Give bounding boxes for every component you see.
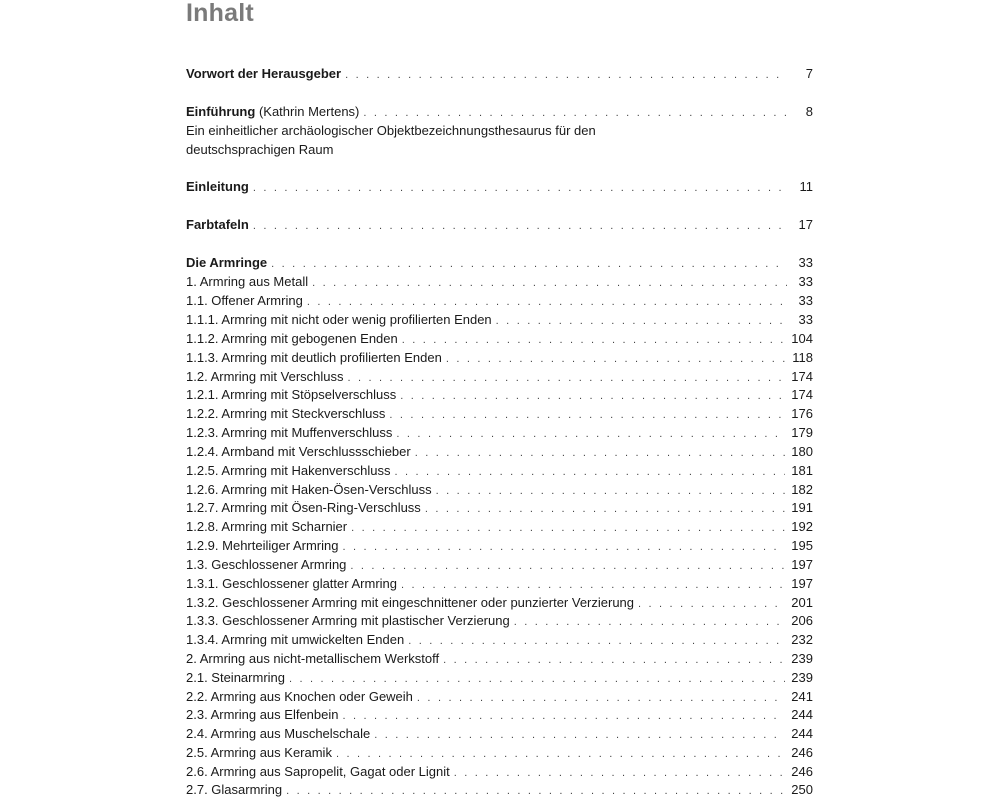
toc-page-number: 180 [791,444,813,459]
toc-page-number: 33 [798,255,813,270]
toc-page-number: 197 [791,557,813,572]
toc-page-number: 182 [791,482,813,497]
toc-page-number: 181 [791,463,813,478]
toc-page-number: 118 [792,350,813,365]
toc-entry-label: 1.2.3. Armring mit Muffenverschluss [186,425,393,440]
toc-entry-subtitle: Ein einheitlicher archäologischer Objektbezeichnungsthesaurus für den [186,123,596,138]
toc-page-number: 104 [791,331,813,346]
toc-entry-label: Einführung [186,104,256,119]
toc-entry[interactable] [186,668,813,687]
toc-page-number: 244 [791,707,813,722]
dot-leader [253,179,787,198]
page-title: Inhalt [186,0,254,27]
toc-entry-einfuehrung[interactable] [186,102,813,121]
toc-entry-subtitle: deutschsprachigen Raum [186,142,334,157]
toc-entry-label: 1.3. Geschlossener Armring [186,557,347,572]
toc-entry-label: 1. Armring aus Metall [186,274,309,289]
toc-page-number: 176 [791,406,813,421]
toc-entry-farbtafeln[interactable] [186,215,813,234]
toc-entry[interactable] [186,423,813,442]
dot-leader [253,217,787,236]
toc-entry[interactable] [186,367,813,386]
toc-entry-label: 1.2.9. Mehrteiliger Armring [186,538,339,553]
toc-page-number: 246 [791,764,813,779]
toc-entry-label: 1.3.2. Geschlossener Armring mit eingeschnittener oder punzierter Verzierung [186,595,635,610]
toc-entry[interactable] [186,724,813,743]
toc-page-number: 33 [798,312,813,327]
toc-entry[interactable] [186,498,813,517]
toc-entry-label: 1.3.4. Armring mit umwickelten Enden [186,632,405,647]
toc-entry-label: 1.1. Offener Armring [186,293,303,308]
toc-page-number: 11 [799,179,813,194]
toc-entry-label: 2.2. Armring aus Knochen oder Geweih [186,689,413,704]
toc-entry[interactable] [186,536,813,555]
toc-page-number: 244 [791,726,813,741]
toc-entry[interactable] [186,404,813,423]
toc-page-number: 33 [798,293,813,308]
toc-page-number: 7 [805,66,813,81]
toc-page-number: 174 [791,369,813,384]
toc-entry-author: (Kathrin Mertens) [258,104,360,119]
toc-page-number: 201 [791,595,813,610]
toc-page-number: 192 [791,519,813,534]
toc-page-number: 246 [791,745,813,760]
toc-entry[interactable] [186,480,813,499]
toc-page-number: 206 [791,613,813,628]
toc-entry[interactable] [186,385,813,404]
toc-entry-armringe[interactable] [186,253,813,272]
dot-leader [286,782,785,801]
toc-page-number: 239 [791,670,813,685]
toc-entry-label: 1.2.8. Armring mit Scharnier [186,519,348,534]
toc-entry[interactable] [186,442,813,461]
toc-page-number: 195 [791,538,813,553]
toc-entry-label: 2.7. Glasarmring [186,782,283,797]
toc-page-number: 250 [791,782,813,797]
toc-entry-label: 1.2.6. Armring mit Haken-Ösen-Verschluss [186,482,432,497]
toc-entry-label: 1.2.7. Armring mit Ösen-Ring-Verschluss [186,500,421,515]
toc-entry-label: 1.1.3. Armring mit deutlich profilierten Enden [186,350,442,365]
toc-entry[interactable] [186,291,813,310]
toc-entry[interactable] [186,555,813,574]
toc-entry[interactable] [186,272,813,291]
toc-page-number: 241 [791,689,813,704]
toc-entry-vorwort[interactable] [186,64,813,83]
toc-entry-label: Einleitung [186,179,249,194]
toc-entry-label: 1.3.3. Geschlossener Armring mit plastischer Verzierung [186,613,510,628]
toc-page-number: 174 [791,387,813,402]
toc-entry[interactable] [186,780,813,799]
toc-entry-label: 2.3. Armring aus Elfenbein [186,707,339,722]
toc-entry-label: Die Armringe [186,255,268,270]
toc-entry[interactable] [186,348,813,367]
toc-entry-label: 2.4. Armring aus Muschelschale [186,726,371,741]
toc-page-number: 232 [791,632,813,647]
toc-page-number: 239 [791,651,813,666]
toc-entry[interactable] [186,762,813,781]
toc-entry-label: 1.2.4. Armband mit Verschlussschieber [186,444,411,459]
toc-page-number: 197 [791,576,813,591]
toc-entry-label: 2. Armring aus nicht-metallischem Werkstoff [186,651,440,666]
dot-leader [345,66,787,85]
toc-entry[interactable] [186,593,813,612]
toc-entry-label: Farbtafeln [186,217,249,232]
toc-entry[interactable] [186,743,813,762]
toc-page-number: 8 [805,104,813,119]
toc-entry[interactable] [186,574,813,593]
toc-entry[interactable] [186,649,813,668]
toc-entry[interactable] [186,461,813,480]
toc-page-number: 191 [791,500,813,515]
toc-entry[interactable] [186,329,813,348]
toc-entry-einleitung[interactable] [186,177,813,196]
toc-entry-label: 1.3.1. Geschlossener glatter Armring [186,576,397,591]
toc-entry-label: 1.2.5. Armring mit Hakenverschluss [186,463,391,478]
toc-page-number: 179 [791,425,813,440]
toc-entry[interactable] [186,611,813,630]
toc-entry[interactable] [186,517,813,536]
toc-entry[interactable] [186,630,813,649]
toc-page-number: 17 [798,217,813,232]
toc-entry-label: 1.2.2. Armring mit Steckverschluss [186,406,386,421]
toc-entry-label: 2.5. Armring aus Keramik [186,745,332,760]
toc-entry-label: 1.2. Armring mit Verschluss [186,369,344,384]
toc-entry-label: 2.1. Steinarmring [186,670,285,685]
toc-entry-label: 1.2.1. Armring mit Stöpselverschluss [186,387,397,402]
toc-entry-label: 1.1.2. Armring mit gebogenen Enden [186,331,398,346]
toc-entry-label: 1.1.1. Armring mit nicht oder wenig profilierten Enden [186,312,492,327]
toc-entry[interactable] [186,310,813,329]
toc-entry[interactable] [186,687,813,706]
toc-entry[interactable] [186,705,813,724]
toc-page-number: 33 [798,274,813,289]
toc-entry-label: Vorwort der Herausgeber [186,66,342,81]
toc-entry-label: 2.6. Armring aus Sapropelit, Gagat oder Lignit [186,764,450,779]
